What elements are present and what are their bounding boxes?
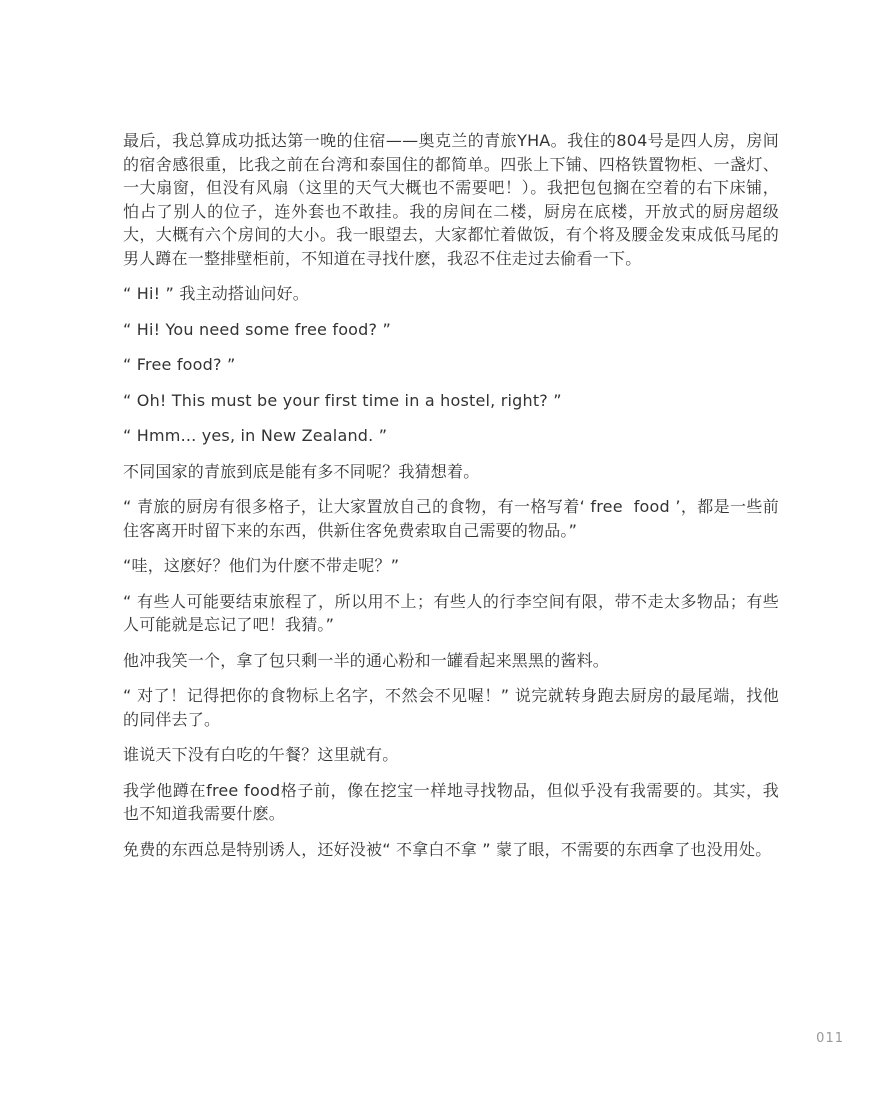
paragraph-pasta: 他冲我笑一个，拿了包只剩一半的通心粉和一罐看起来黑黑的酱料。 bbox=[123, 650, 610, 670]
body-text bbox=[123, 129, 779, 873]
paragraph-label-food: “ 对了！记得把你的食物标上名字，不然会不见喔！” 说完就转身跑去厨房的最尾端，找他的同伴去了。 bbox=[123, 686, 779, 729]
paragraph-dialogue-free-food-question: “ Free food? ” bbox=[123, 355, 236, 374]
page-number: 011 bbox=[816, 1031, 844, 1046]
paragraph-temptation: 免费的东西总是特别诱人，还好没被“ 不拿白不拿 ” 蒙了眼，不需要的东西拿了也没用处。 bbox=[123, 839, 772, 859]
paragraph-dialogue-free-food-offer: “ Hi! You need some free food? ” bbox=[123, 319, 391, 339]
paragraph-dialogue-new-zealand: “ Hmm... yes, in New Zealand. ” bbox=[123, 426, 388, 445]
paragraph-free-lunch: 谁说天下没有白吃的午餐？这里就有。 bbox=[123, 745, 399, 764]
paragraph-wondering: 不同国家的青旅到底是能有多不同呢？我猜想着。 bbox=[123, 461, 480, 481]
paragraph-reasons: “ 有些人可能要结束旅程了，所以用不上；有些人的行李空间有限，带不走太多物品；有些人可能就是忘记了吧！我猜。” bbox=[123, 591, 779, 634]
paragraph-why-leave: “哇，这麽好？他们为什麽不带走呢？” bbox=[123, 556, 400, 575]
paragraph-treasure-hunt: 我学他蹲在free food格子前，像在挖宝一样地寻找物品，但似乎没有我需要的。其实，我也不知道我需要什麽。 bbox=[123, 780, 779, 823]
paragraph-dialogue-hi: “ Hi! ” 我主动搭讪问好。 bbox=[123, 284, 309, 303]
paragraph-kitchen-shelves: “ 青旅的厨房有很多格子，让大家置放自己的食物，有一格写着‘ free food ’，都是一些前住客离开时留下来的东西，供新住客免费索取自己需要的物品。” bbox=[123, 497, 779, 540]
paragraph-arrival: 最后，我总算成功抵达第一晚的住宿——奥克兰的青旅YHA。我住的804号是四人房，房间的宿舍感很重，比我之前在台湾和泰国住的都简单。四张上下铺、四格铁置物柜、一盏灯、一大扇窗，但没有风扇（这里的天气大概也不需要吧！）。我把包包搁在空着的右下床铺，怕占了别人的位子，连外套也不敢挂。我的房间在二楼，厨房在底楼，开放式的厨房超级大，大概有六个房间的大小。我一眼望去，大家都忙着做饭，有个将及腰金发束成低马尾的男人蹲在一整排壁柜前，不知道在寻找什麽，我忍不住走过去偷看一下。 bbox=[123, 131, 779, 268]
paragraph-dialogue-first-time: “ Oh! This must be your first time in a hostel, right? ” bbox=[123, 390, 562, 410]
